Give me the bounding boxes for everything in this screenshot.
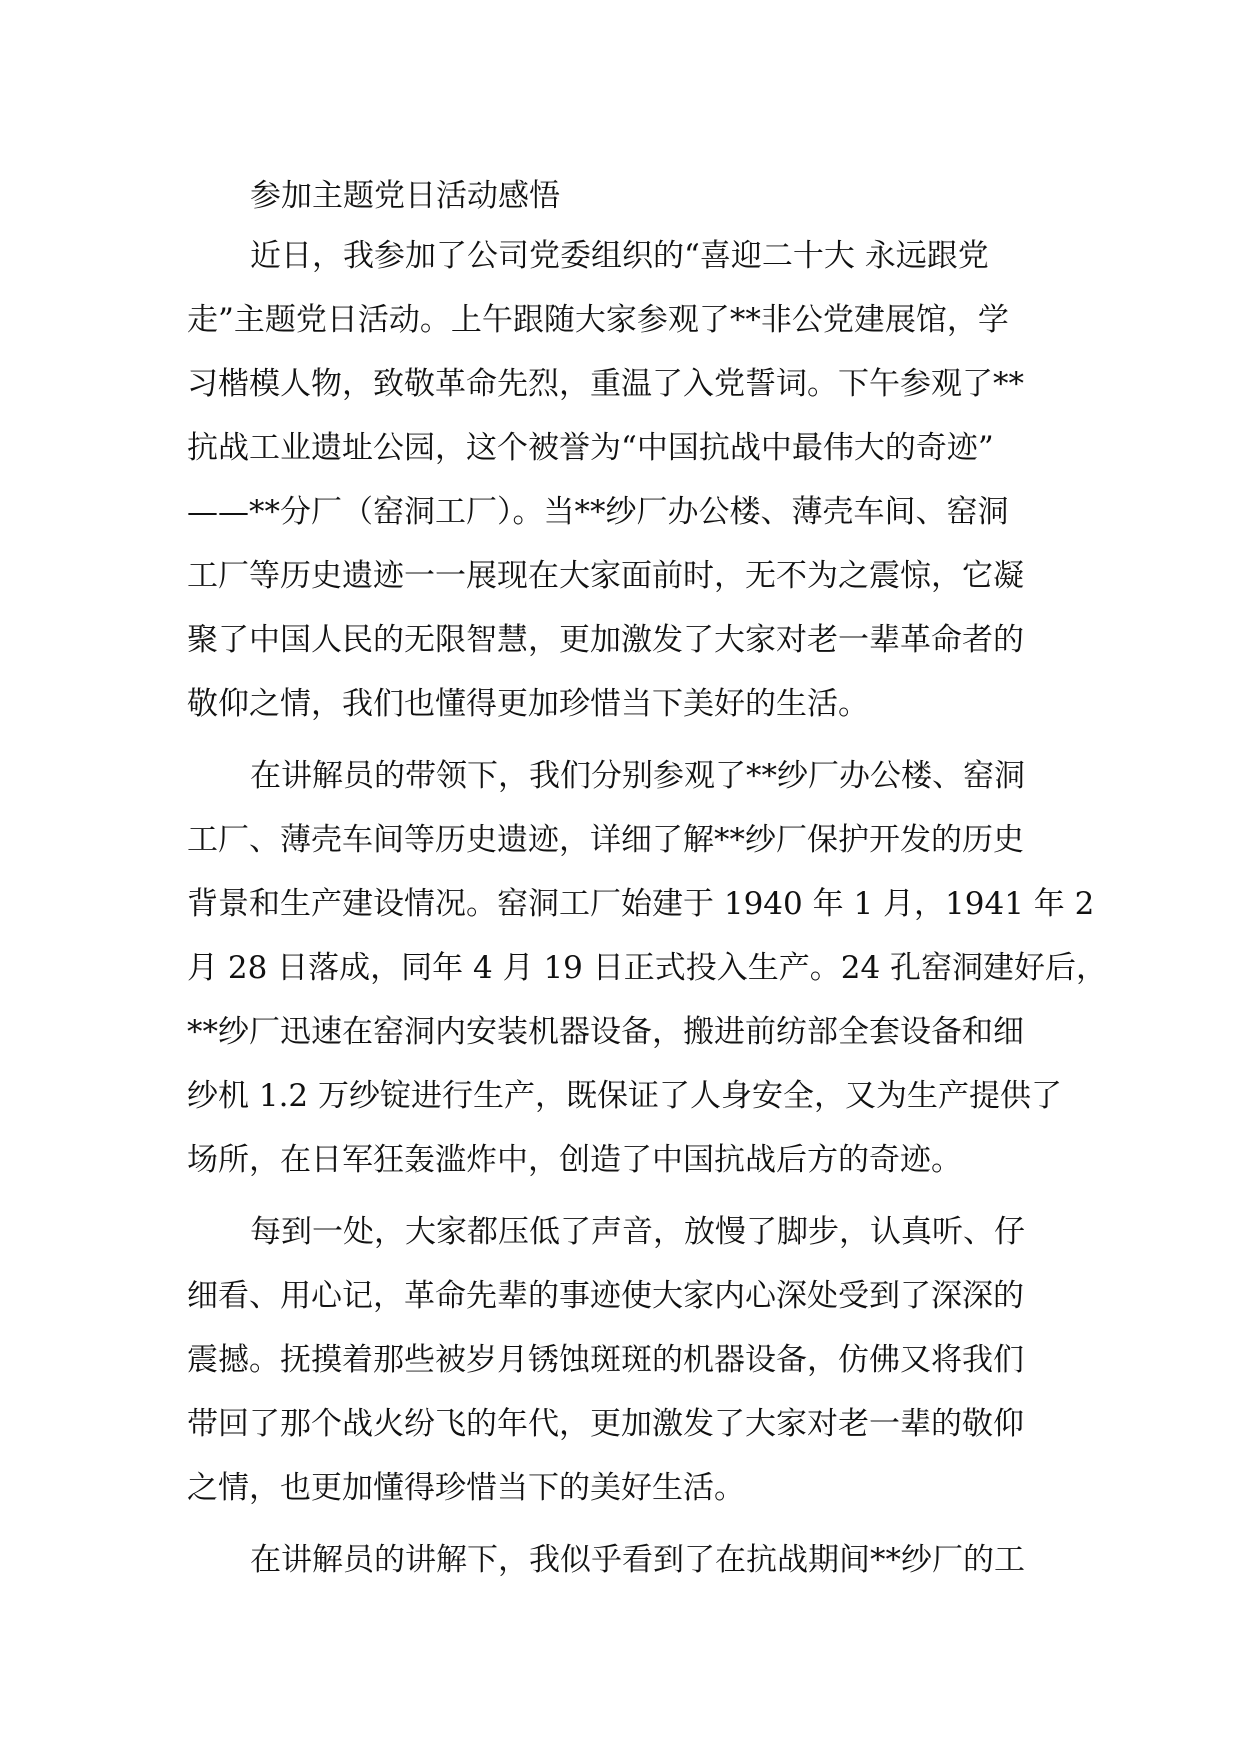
paragraph-line: 聚了中国人民的无限智慧，更加激发了大家对老一辈革命者的 (187, 622, 1024, 658)
paragraph-line: 近日，我参加了公司党委组织的“喜迎二十大 永远跟党 (250, 238, 989, 274)
paragraph-line: 背景和生产建设情况。窑洞工厂始建于 1940 年 1 月，1941 年 2 (187, 886, 1095, 922)
paragraph-line: ——**分厂（窑洞工厂）。当**纱厂办公楼、薄壳车间、窑洞 (187, 494, 1009, 530)
paragraph-line: 在讲解员的讲解下，我似乎看到了在抗战期间**纱厂的工 (250, 1542, 1025, 1578)
paragraph-line: 工厂等历史遗迹一一展现在大家面前时，无不为之震惊，它凝 (187, 558, 1024, 594)
paragraph-line: 工厂、薄壳车间等历史遗迹，详细了解**纱厂保护开发的历史 (187, 822, 1024, 858)
paragraph-line: 在讲解员的带领下，我们分别参观了**纱厂办公楼、窑洞 (250, 758, 1025, 794)
paragraph-line: 带回了那个战火纷飞的年代，更加激发了大家对老一辈的敬仰 (187, 1406, 1024, 1442)
paragraph-line: 之情，也更加懂得珍惜当下的美好生活。 (187, 1470, 745, 1506)
paragraph-line: 抗战工业遗址公园，这个被誉为“中国抗战中最伟大的奇迹” (187, 430, 994, 466)
paragraph-line: 细看、用心记，革命先辈的事迹使大家内心深处受到了深深的 (187, 1278, 1024, 1314)
paragraph-line: 习楷模人物，致敬革命先烈，重温了入党誓词。下午参观了** (187, 366, 1024, 402)
paragraph-line: 走”主题党日活动。上午跟随大家参观了**非公党建展馆，学 (187, 302, 1009, 338)
paragraph-line: **纱厂迅速在窑洞内安装机器设备，搬进前纺部全套设备和细 (187, 1014, 1024, 1050)
paragraph-line: 月 28 日落成，同年 4 月 19 日正式投入生产。24 孔窑洞建好后， (187, 950, 1108, 986)
paragraph-line: 敬仰之情，我们也懂得更加珍惜当下美好的生活。 (187, 686, 869, 722)
document-title: 参加主题党日活动感悟 (250, 178, 560, 214)
paragraph-line: 每到一处，大家都压低了声音，放慢了脚步，认真听、仔 (250, 1214, 1025, 1250)
paragraph-line: 震撼。抚摸着那些被岁月锈蚀斑斑的机器设备，仿佛又将我们 (187, 1342, 1024, 1378)
paragraph-line: 场所，在日军狂轰滥炸中，创造了中国抗战后方的奇迹。 (187, 1142, 962, 1178)
paragraph-line: 纱机 1.2 万纱锭进行生产，既保证了人身安全，又为生产提供了 (187, 1078, 1063, 1114)
